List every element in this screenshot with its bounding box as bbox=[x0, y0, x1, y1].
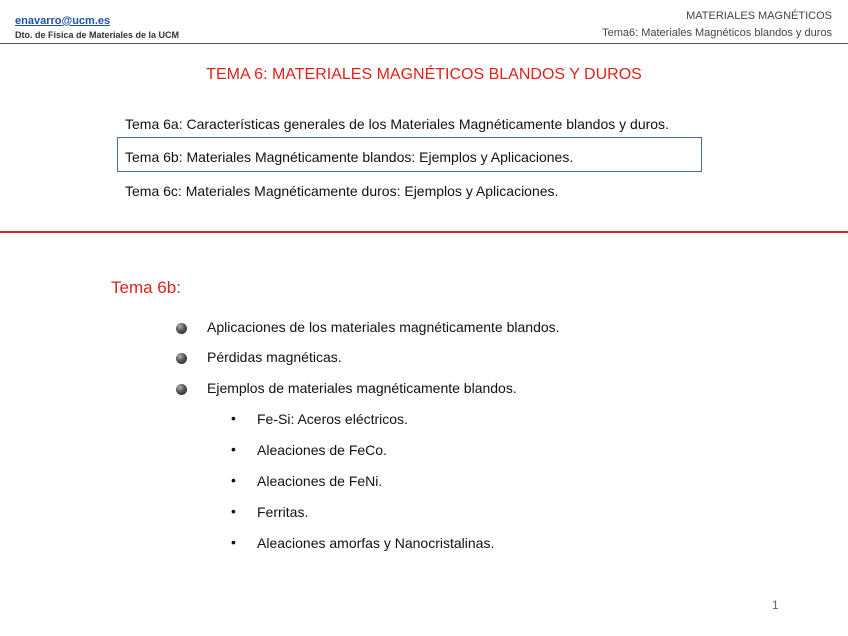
course-subtitle: Tema6: Materiales Magnéticos blandos y duros bbox=[602, 27, 832, 39]
sub-bullet-item: Aleaciones de FeNi. bbox=[257, 473, 383, 489]
page-number: 1 bbox=[772, 598, 779, 612]
section-heading: Tema 6b: bbox=[111, 278, 181, 297]
sub-bullet-item: Fe-Si: Aceros eléctricos. bbox=[257, 411, 408, 427]
dot-bullet-icon: • bbox=[231, 503, 236, 519]
topic-6b: Tema 6b: Materiales Magnéticamente blandos: Ejemplos y Aplicaciones. bbox=[125, 149, 574, 165]
topic-6a: Tema 6a: Características generales de los Materiales Magnéticamente blandos y duros. bbox=[125, 116, 669, 132]
department-label: Dto. de Física de Materiales de la UCM bbox=[15, 30, 180, 40]
dot-bullet-icon: • bbox=[231, 534, 236, 550]
course-title: MATERIALES MAGNÉTICOS bbox=[686, 10, 832, 22]
bullet-item: Ejemplos de materiales magnéticamente blandos. bbox=[207, 380, 517, 396]
author-email-link[interactable]: enavarro@ucm.es bbox=[15, 15, 111, 27]
sub-bullet-item: Aleaciones de FeCo. bbox=[257, 442, 387, 458]
sphere-bullet-icon bbox=[176, 384, 187, 395]
dot-bullet-icon: • bbox=[231, 472, 236, 488]
topic-6c: Tema 6c: Materiales Magnéticamente duros: Ejemplos y Aplicaciones. bbox=[125, 183, 559, 199]
bullet-item: Pérdidas magnéticas. bbox=[207, 349, 342, 365]
section-divider bbox=[0, 231, 848, 233]
sphere-bullet-icon bbox=[176, 353, 187, 364]
sub-bullet-item: Ferritas. bbox=[257, 504, 309, 520]
bullet-item: Aplicaciones de los materiales magnéticamente blandos. bbox=[207, 319, 560, 335]
header-divider bbox=[0, 43, 848, 44]
sphere-bullet-icon bbox=[176, 323, 187, 334]
sub-bullet-item: Aleaciones amorfas y Nanocristalinas. bbox=[257, 535, 495, 551]
dot-bullet-icon: • bbox=[231, 441, 236, 457]
slide-title: TEMA 6: MATERIALES MAGNÉTICOS BLANDOS Y DUROS bbox=[206, 66, 642, 83]
dot-bullet-icon: • bbox=[231, 410, 236, 426]
